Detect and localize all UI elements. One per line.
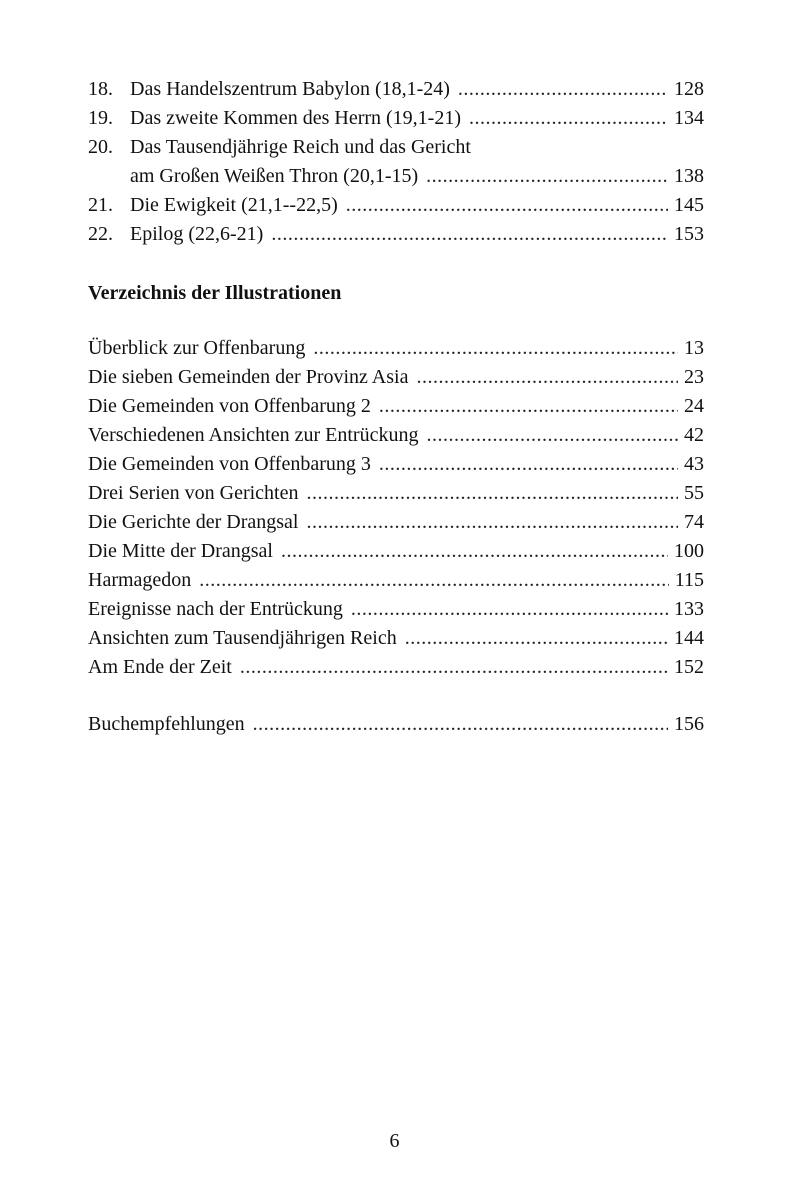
entry-page: 100 bbox=[674, 540, 704, 562]
dot-leader bbox=[416, 366, 678, 389]
page-number: 6 bbox=[389, 1130, 400, 1152]
illustration-entry bbox=[88, 424, 704, 447]
entry-title: Am Ende der Zeit bbox=[88, 656, 232, 678]
entry-number: 20. bbox=[88, 136, 113, 158]
illustration-entry bbox=[88, 540, 704, 563]
entry-title: Die Ewigkeit (21,1--22,5) bbox=[130, 194, 338, 216]
dot-leader bbox=[346, 194, 668, 217]
toc-entry-22 bbox=[88, 223, 704, 246]
entry-title: Die Gerichte der Drangsal bbox=[88, 511, 299, 533]
entry-title: Drei Serien von Gerichten bbox=[88, 482, 299, 504]
entry-title: Harmagedon bbox=[88, 569, 192, 591]
entry-title: Das Handelszentrum Babylon (18,1-24) bbox=[130, 78, 450, 100]
entry-title: Die Gemeinden von Offenbarung 3 bbox=[88, 453, 371, 475]
entry-page: 133 bbox=[674, 598, 704, 620]
entry-title: Das zweite Kommen des Herrn (19,1-21) bbox=[130, 107, 462, 129]
entry-page: 115 bbox=[674, 569, 704, 591]
illustration-entry bbox=[88, 511, 704, 534]
illustration-entry bbox=[88, 656, 704, 679]
entry-page: 55 bbox=[684, 482, 704, 504]
dot-leader bbox=[351, 598, 668, 621]
recommendations-entry bbox=[88, 713, 704, 736]
entry-page: 134 bbox=[674, 107, 704, 129]
entry-title: Die Mitte der Drangsal bbox=[88, 540, 273, 562]
dot-leader bbox=[469, 107, 668, 130]
entry-title: Epilog (22,6-21) bbox=[130, 223, 264, 245]
dot-leader bbox=[313, 337, 678, 360]
dot-leader bbox=[405, 627, 668, 650]
illustration-entry bbox=[88, 627, 704, 650]
entry-page: 153 bbox=[674, 223, 704, 245]
dot-leader bbox=[306, 482, 678, 505]
illustration-entry bbox=[88, 453, 704, 476]
entry-page: 23 bbox=[684, 366, 704, 388]
entry-title: Ereignisse nach der Entrückung bbox=[88, 598, 343, 620]
entry-page: 43 bbox=[684, 453, 704, 475]
toc-entry-20-continued bbox=[130, 165, 704, 188]
toc-entry-20 bbox=[88, 136, 704, 159]
dot-leader bbox=[426, 424, 678, 447]
illustration-entry bbox=[88, 337, 704, 360]
entry-page: 74 bbox=[684, 511, 704, 533]
entry-title: Die sieben Gemeinden der Provinz Asia bbox=[88, 366, 409, 388]
entry-page: 13 bbox=[684, 337, 704, 359]
entry-page: 42 bbox=[684, 424, 704, 446]
entry-title: Das Tausendjährige Reich und das Gericht bbox=[130, 136, 471, 158]
toc-entry-21 bbox=[88, 194, 704, 217]
entry-title: Ansichten zum Tausendjährigen Reich bbox=[88, 627, 397, 649]
illustration-entry bbox=[88, 366, 704, 389]
dot-leader bbox=[253, 713, 668, 736]
entry-page: 24 bbox=[684, 395, 704, 417]
entry-number: 22. bbox=[88, 223, 113, 245]
illustrations-heading: Verzeichnis der Illustrationen bbox=[88, 282, 342, 304]
dot-leader bbox=[426, 165, 668, 188]
entry-page: 145 bbox=[674, 194, 704, 216]
entry-title: Die Gemeinden von Offenbarung 2 bbox=[88, 395, 371, 417]
entry-page: 156 bbox=[674, 713, 704, 735]
entry-page: 128 bbox=[674, 78, 704, 100]
dot-leader bbox=[379, 453, 678, 476]
toc-entry-19 bbox=[88, 107, 704, 130]
toc-entry-18 bbox=[88, 78, 704, 101]
dot-leader bbox=[240, 656, 668, 679]
dot-leader bbox=[458, 78, 668, 101]
entry-number: 21. bbox=[88, 194, 113, 216]
illustration-entry bbox=[88, 598, 704, 621]
illustration-entry bbox=[88, 482, 704, 505]
entry-title-continued: am Großen Weißen Thron (20,1-15) bbox=[130, 165, 419, 187]
dot-leader bbox=[379, 395, 678, 418]
entry-number: 19. bbox=[88, 107, 113, 129]
entry-title: Buchempfehlungen bbox=[88, 713, 245, 735]
illustration-entry bbox=[88, 569, 704, 592]
dot-leader bbox=[281, 540, 668, 563]
dot-leader bbox=[271, 223, 668, 246]
dot-leader bbox=[199, 569, 668, 592]
entry-page: 138 bbox=[674, 165, 704, 187]
entry-title: Überblick zur Offenbarung bbox=[88, 337, 306, 359]
entry-page: 152 bbox=[674, 656, 704, 678]
illustration-entry bbox=[88, 395, 704, 418]
entry-page: 144 bbox=[674, 627, 704, 649]
entry-number: 18. bbox=[88, 78, 113, 100]
dot-leader bbox=[306, 511, 678, 534]
entry-title: Verschiedenen Ansichten zur Entrückung bbox=[88, 424, 419, 446]
